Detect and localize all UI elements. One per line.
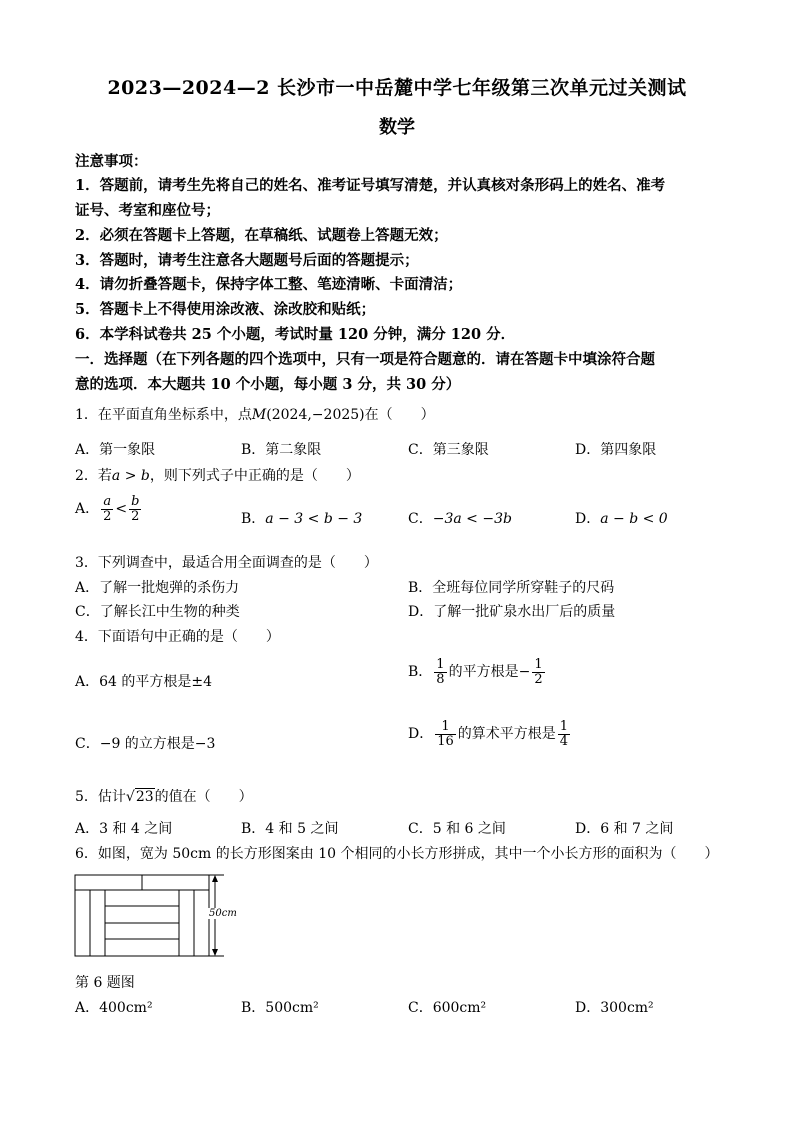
option-text: 的平方根是− [448, 664, 531, 681]
notice-heading: 注意事项： [75, 153, 148, 170]
notice-item: 1．答题前，请考生先将自己的姓名、准考证号填写清楚，并认真核对条形码上的姓名、准考 [75, 177, 666, 194]
notice-item: 2．必须在答题卡上答题，在草稿纸、试题卷上答题无效； [75, 227, 448, 244]
fraction [532, 658, 544, 686]
denominator: 8 [436, 671, 445, 687]
option-label: D． [408, 726, 434, 743]
numerator: 1 [559, 719, 569, 734]
q4-option-c: C．−9 的立方根是−3 [75, 736, 216, 752]
notice-item: 5．答题卡上不得使用涂改液、涂改胶和贴纸； [75, 301, 376, 318]
fraction [558, 720, 570, 748]
q1-option-d: D．第四象限 [575, 442, 657, 458]
denominator: 2 [534, 671, 543, 687]
q1-option-c: C．第三象限 [408, 442, 489, 458]
q6-option-a: A．400cm² [75, 1000, 153, 1016]
radical-sign: √ [125, 789, 135, 805]
q3-option-c: C．了解长江中生物的种类 [75, 604, 240, 620]
denominator: 2 [131, 508, 140, 524]
q1-stem-text: 1．在平面直角坐标系中，点 [75, 407, 252, 423]
question-5-stem [75, 786, 253, 806]
radicand: 23 [135, 789, 154, 805]
q2-stem-text: 2．若 [75, 468, 112, 484]
option-label: D． [575, 511, 601, 527]
option-label: C． [408, 511, 433, 527]
notice-item: 证号、考室和座位号； [75, 202, 220, 219]
arrow-up-icon [212, 875, 218, 882]
q1-point: M [251, 407, 267, 423]
notice-item: 3．答题时，请考生注意各大题题号后面的答题提示； [75, 252, 419, 269]
q2-option-b [241, 508, 362, 528]
numerator: 1 [534, 657, 543, 672]
exam-title: 2023—2024—2 长沙市一中岳麓中学七年级第三次单元过关测试 [107, 77, 687, 99]
question-3-stem: 3．下列调查中，最适合用全面调查的是（ ） [75, 555, 378, 571]
q5-option-a: A．3 和 4 之间 [75, 821, 173, 837]
q5-option-c: C．5 和 6 之间 [408, 821, 506, 837]
arrow-down-icon [212, 949, 218, 956]
q3-option-b: B．全班每位同学所穿鞋子的尺码 [408, 580, 615, 596]
fraction [101, 495, 113, 523]
q5-stem-tail: 的值在（ ） [154, 789, 253, 805]
denominator: 16 [437, 733, 454, 749]
fraction [434, 658, 446, 686]
option-label: B． [241, 511, 266, 527]
q6-option-c: C．600cm² [408, 1000, 487, 1016]
option-expr: a − b < 0 [600, 511, 668, 527]
section-heading-cont: 意的选项．本大题共 10 个小题，每小题 3 分，共 30 分） [75, 376, 461, 393]
numerator: b [131, 494, 140, 509]
q1-option-b: B．第二象限 [241, 442, 322, 458]
q2-stem-tail: ，则下列式子中正确的是（ ） [149, 468, 360, 484]
q6-figure-caption: 第 6 题图 [75, 975, 135, 991]
option-label: B． [408, 664, 433, 681]
q5-stem-text: 5．估计 [75, 789, 126, 805]
q1-stem-tail: 在（ ） [364, 407, 435, 423]
subject-title: 数学 [379, 117, 415, 138]
option-label: A． [75, 501, 100, 518]
q5-option-d: D．6 和 7 之间 [575, 821, 674, 837]
q5-option-b: B．4 和 5 之间 [241, 821, 339, 837]
fraction [435, 720, 456, 748]
q2-condition: a > b [111, 468, 150, 484]
q4-option-d [408, 720, 572, 748]
question-2-stem [75, 465, 360, 485]
numerator: a [101, 495, 113, 510]
fraction [129, 495, 141, 523]
question-4-stem: 4．下面语句中正确的是（ ） [75, 629, 280, 645]
q4-option-b [408, 658, 547, 686]
square-root [126, 789, 155, 805]
q2-option-a [75, 495, 143, 523]
q3-option-d: D．了解一批矿泉水出厂后的质量 [408, 604, 616, 620]
question-6-stem: 6．如图，宽为 50cm 的长方形图案由 10 个相同的小长方形拼成，其中一个小长方形的面积为（ ） [75, 846, 719, 862]
notice-item: 4．请勿折叠答题卡，保持字体工整、笔迹清晰、卡面清洁； [75, 276, 463, 293]
denominator: 4 [559, 733, 569, 749]
q1-coords: (2024,−2025) [266, 407, 365, 423]
q2-option-d [575, 508, 668, 528]
q6-option-d: D．300cm² [575, 1000, 654, 1016]
q4-option-a: A．64 的平方根是±4 [75, 674, 213, 690]
denominator: 2 [103, 508, 112, 524]
question-1-stem [75, 404, 435, 424]
section-heading: 一．选择题（在下列各题的四个选项中，只有一项是符合题意的．请在答题卡中填涂符合题 [75, 351, 655, 368]
operator: < [115, 501, 128, 518]
q2-option-c [408, 508, 512, 528]
q6-option-b: B．500cm² [241, 1000, 319, 1016]
q1-option-a: A．第一象限 [75, 442, 156, 458]
option-expr: −3a < −3b [432, 511, 512, 527]
numerator: 1 [436, 657, 445, 672]
q3-option-a: A．了解一批炮弹的杀伤力 [75, 580, 240, 596]
numerator: 1 [435, 720, 456, 735]
option-text: 的算术平方根是 [457, 726, 556, 743]
q6-figure-dimension-label: 50cm [209, 908, 237, 919]
option-expr: a − 3 < b − 3 [265, 511, 363, 527]
notice-item: 6．本学科试卷共 25 个小题，考试时量 120 分钟，满分 120 分． [75, 326, 516, 343]
